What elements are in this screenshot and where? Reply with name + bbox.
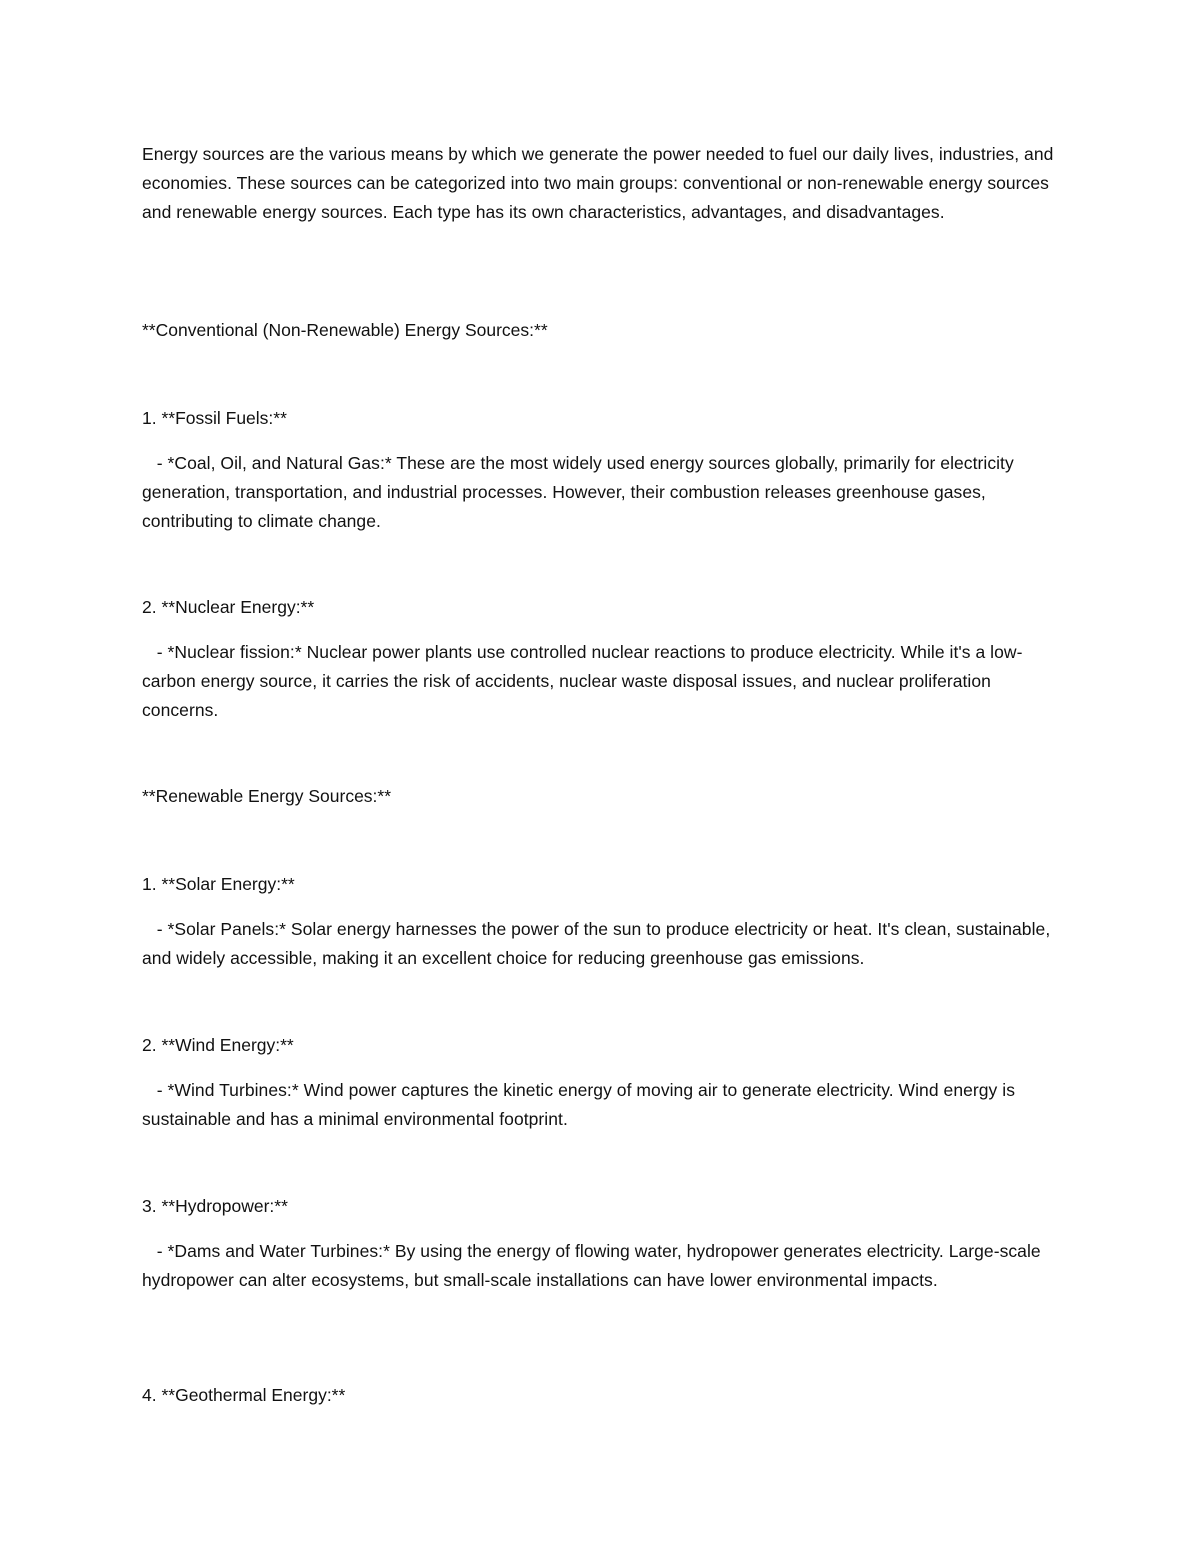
fossil-fuels-paragraph: - *Coal, Oil, and Natural Gas:* These are the most widely used energy sources globally, primarily for electricity generation, transportation, and industrial processes. However, their combustion releases greenhouse gases, contributing to climate change.: [142, 453, 1019, 531]
renewable-heading: **Renewable Energy Sources:**: [142, 786, 392, 806]
hydropower-heading: 3. **Hydropower:**: [142, 1196, 288, 1216]
solar-energy-heading: 1. **Solar Energy:**: [142, 874, 295, 894]
nuclear-energy-paragraph: - *Nuclear fission:* Nuclear power plants use controlled nuclear reactions to produce electricity. While it's a low-carbon energy source, it carries the risk of accidents, nuclear waste disposal issues, and nuclear proliferation concerns.: [142, 642, 1023, 720]
fossil-fuels-heading: 1. **Fossil Fuels:**: [142, 408, 287, 428]
wind-energy-paragraph: - *Wind Turbines:* Wind power captures the kinetic energy of moving air to generate electricity. Wind energy is sustainable and has a minimal environmental footprint.: [142, 1080, 1020, 1129]
solar-energy-paragraph: - *Solar Panels:* Solar energy harnesses the power of the sun to produce electricity or heat. It's clean, sustainable, and widely accessible, making it an excellent choice for reducing greenhouse gas emissions.: [142, 919, 1056, 968]
geothermal-energy-heading: 4. **Geothermal Energy:**: [142, 1385, 346, 1405]
hydropower-paragraph: - *Dams and Water Turbines:* By using the energy of flowing water, hydropower generates electricity. Large-scale hydropower can alter ecosystems, but small-scale installations can have lower environmental impacts.: [142, 1241, 1046, 1290]
conventional-heading: **Conventional (Non-Renewable) Energy Sources:**: [142, 320, 548, 340]
nuclear-energy-heading: 2. **Nuclear Energy:**: [142, 597, 315, 617]
wind-energy-heading: 2. **Wind Energy:**: [142, 1035, 294, 1055]
intro-paragraph: Energy sources are the various means by which we generate the power needed to fuel our daily lives, industries, and economies. These sources can be categorized into two main groups: conventional or non-renewable energy sources and renewable energy sources. Each type has its own characteristics, advantages, and disadvantages.: [142, 144, 1054, 222]
